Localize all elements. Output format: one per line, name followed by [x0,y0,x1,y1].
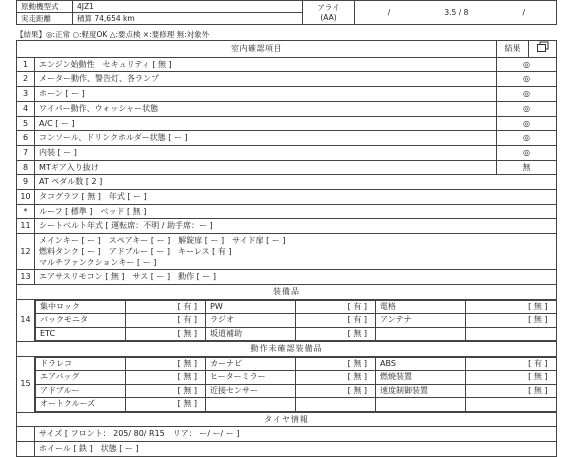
equip-name: エアバッグ [36,371,126,385]
equip-name: アドブルー [36,384,126,398]
check-item: メーター動作、警告灯、各ランプ [35,72,497,87]
inspection-table [16,40,557,457]
equip-name [376,398,466,412]
equip-name: ラジオ [206,314,296,328]
equip-status: [ 有 ] [296,300,376,314]
engine-type-label: 原動機型式 [17,1,73,13]
check-item: ルーフ [ 標準 ] ベッド [ 無 ] [35,204,557,219]
check-item: エンジン始動性 セキュリティ [ 無 ] [35,57,497,72]
tire-size: サイズ [ フロント： 205/ 80/ R15 リア： ー/ ー/ ー ] [35,427,557,442]
equip-status: [ 無 ] [126,398,206,412]
check-item: A/C [ ー ] [35,116,497,131]
unchecked-section-header: 動作未確認装備品 [17,342,557,357]
result-header: 結果 [497,41,529,58]
equip-name [376,327,466,341]
check-item: ホーン [ ー ] [35,87,497,102]
check-item: AT ペダル数 [ 2 ] [35,175,557,190]
equip-status: [ 無 ] [296,384,376,398]
equip-status: [ 有 ] [126,300,206,314]
equip-name: バックモニタ [36,314,126,328]
equip-status [466,398,557,412]
equip-name: 速度制御装置 [376,384,466,398]
check-item: ワイパー動作、ウォッシャー状態 [35,101,497,116]
equip-name: 近接センサー [206,384,296,398]
equipment-section-header: 装備品 [17,284,557,299]
row-number: 14 [17,299,35,342]
fuel-line: 燃料タンク [ ー ] アドブルー [ ー ] キーレス [ 有 ] [39,247,232,257]
equip-name: 燃焼装置 [376,371,466,385]
equip-name [206,398,296,412]
row-number: 4 [17,101,35,116]
row-number: 9 [17,175,35,190]
equip-status: [ 無 ] [126,327,206,341]
row-number: 12 [17,234,35,270]
row-number: 8 [17,160,35,175]
vehicle-info-table [16,0,557,25]
equip-status: [ 無 ] [126,357,206,371]
equip-name: ETC [36,327,126,341]
equip-name: ヒーターミラー [206,371,296,385]
equip-name: カーナビ [206,357,296,371]
check-result: ◎ [497,87,557,102]
equip-status: [ 無 ] [466,384,557,398]
equip-status [296,398,376,412]
alignment-values: / 3.5 / 8 / [355,1,557,25]
row-number: * [17,204,35,219]
equip-status: [ 無 ] [126,371,206,385]
check-item: タコグラフ [ 無 ] 年式 [ ー ] [35,190,557,205]
tire-wheel: ホイール [ 鉄 ] 状態 [ ー ] [35,442,557,457]
row-number: 10 [17,190,35,205]
equip-status: [ 有 ] [466,357,557,371]
check-item: シートベルト年式 [ 運転席：不明 / 助手席：ー ] [35,219,557,234]
tire-section-header: タイヤ情報 [17,412,557,427]
check-item: 内装 [ ー ] [35,145,497,160]
equip-status: [ 無 ] [296,327,376,341]
row-number: 6 [17,131,35,146]
row-number: 11 [17,219,35,234]
check-result: 無 [497,160,557,175]
row-number: 15 [17,356,35,412]
row-number: 7 [17,145,35,160]
keys-tanks-item [35,234,557,270]
check-item: エアサスリモコン [ 無 ] サス [ ー ] 動作 [ ー ] [35,270,557,285]
equipment-grid [35,300,557,342]
engine-type-value: 4JZ1 [73,1,303,13]
equip-name: ABS [376,357,466,371]
row-number: 3 [17,87,35,102]
row-number: 5 [17,116,35,131]
row-number: 2 [17,72,35,87]
equip-status: [ 無 ] [466,300,557,314]
equip-name: アンテナ [376,314,466,328]
check-item: MTギア入り抜け [35,160,497,175]
keys-line: メインキー [ ー ] スペアキー [ ー ] 解錠扉 [ ー ] サイド扉 [ ー ] [39,236,286,246]
multi-key-line: マルチファンクションキー [ ー ] [39,258,157,268]
row-number: 13 [17,270,35,285]
equip-name: PW [206,300,296,314]
mileage-label: 実走距離 [17,13,73,25]
equip-status: [ 有 ] [296,314,376,328]
equip-name: ドラレコ [36,357,126,371]
equip-status: [ 無 ] [296,357,376,371]
equip-name: 坂道補助 [206,327,296,341]
equip-name: オートクルーズ [36,398,126,412]
alignment-label: アライ (AA) [303,1,355,25]
check-result: ◎ [497,116,557,131]
check-result: ◎ [497,57,557,72]
equip-status: [ 無 ] [466,371,557,385]
equip-status: [ 無 ] [296,371,376,385]
result-legend: 【結果】◎:正常 ○:軽度OK △:要点検 ×:要修理 無:対象外 [16,30,210,39]
copy-icon[interactable] [529,41,557,58]
equip-name: 電格 [376,300,466,314]
check-result: ◎ [497,72,557,87]
check-result: ◎ [497,131,557,146]
equip-status [466,327,557,341]
items-header: 室内確認項目 [17,41,497,58]
unchecked-equipment-grid [35,357,557,412]
equip-status: [ 有 ] [126,314,206,328]
check-result: ◎ [497,145,557,160]
row-number: 1 [17,57,35,72]
equip-status: [ 無 ] [126,384,206,398]
equip-status: [ 無 ] [466,314,557,328]
mileage-value: 積算 74,654 km [73,13,303,25]
check-item: コンソール、ドリンクホルダー状態 [ ー ] [35,131,497,146]
equip-name: 集中ロック [36,300,126,314]
check-result: ◎ [497,101,557,116]
